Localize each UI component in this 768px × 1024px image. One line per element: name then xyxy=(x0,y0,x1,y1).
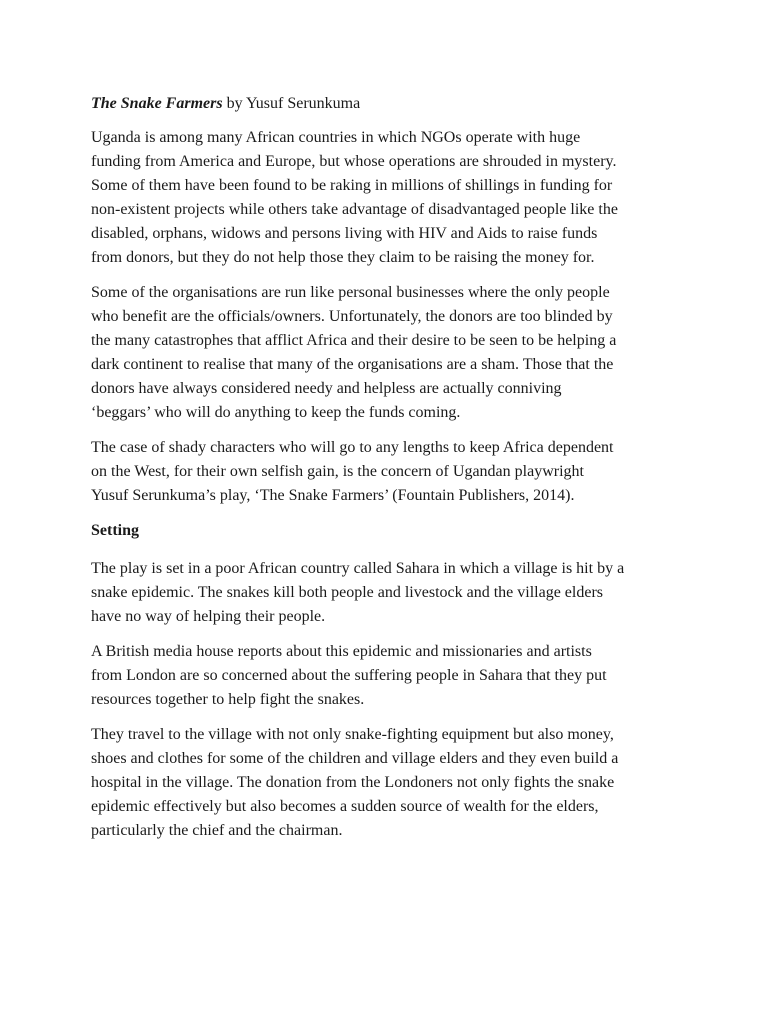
document-title xyxy=(91,92,688,116)
text-line: epidemic effectively but also becomes a sudden source of wealth for the elders, xyxy=(91,798,599,815)
text-line: hospital in the village. The donation from the Londoners not only fights the snake xyxy=(91,774,615,791)
paragraph-intro-2 xyxy=(91,281,688,425)
text-line: the many catastrophes that afflict Africa and their desire to be seen to be helping a xyxy=(91,332,617,349)
text-line: from donors, but they do not help those they claim to be raising the money for. xyxy=(91,249,595,266)
paragraph-setting-2 xyxy=(91,640,688,712)
text-line: on the West, for their own selfish gain, is the concern of Ugandan playwright xyxy=(91,463,584,480)
text-line: Some of the organisations are run like personal businesses where the only people xyxy=(91,284,610,301)
text-line: dark continent to realise that many of the organisations are a sham. Those that the xyxy=(91,356,614,373)
text-line: particularly the chief and the chairman. xyxy=(91,822,343,839)
paragraph-intro-3 xyxy=(91,436,688,508)
author-byline: by Yusuf Serunkuma xyxy=(222,95,361,112)
text-line: funding from America and Europe, but whose operations are shrouded in mystery. xyxy=(91,153,617,170)
text-line: A British media house reports about this epidemic and missionaries and artists xyxy=(91,643,592,660)
text-line: donors have always considered needy and helpless are actually conniving xyxy=(91,380,562,397)
text-line: The case of shady characters who will go to any lengths to keep Africa dependent xyxy=(91,439,614,456)
text-line: snake epidemic. The snakes kill both people and livestock and the village elders xyxy=(91,584,603,601)
text-line: resources together to help fight the snakes. xyxy=(91,691,365,708)
text-line: non-existent projects while others take advantage of disadvantaged people like the xyxy=(91,201,618,218)
text-line: Uganda is among many African countries in which NGOs operate with huge xyxy=(91,129,581,146)
text-line: The play is set in a poor African country called Sahara in which a village is hit by a xyxy=(91,560,625,577)
text-line: disabled, orphans, widows and persons living with HIV and Aids to raise funds xyxy=(91,225,598,242)
text-line: have no way of helping their people. xyxy=(91,608,326,625)
text-line: They travel to the village with not only snake-fighting equipment but also money, xyxy=(91,726,614,743)
text-line: Some of them have been found to be raking in millions of shillings in funding for xyxy=(91,177,613,194)
text-line: ‘beggars’ who will do anything to keep the funds coming. xyxy=(91,404,461,421)
text-line: from London are so concerned about the suffering people in Sahara that they put xyxy=(91,667,607,684)
paragraph-setting-1 xyxy=(91,557,688,629)
section-heading-setting: Setting xyxy=(91,522,139,539)
text-line: shoes and clothes for some of the children and village elders and they even build a xyxy=(91,750,619,767)
text-line: who benefit are the officials/owners. Unfortunately, the donors are too blinded by xyxy=(91,308,613,325)
work-title: The Snake Farmers xyxy=(91,95,223,112)
paragraph-intro-1 xyxy=(91,126,688,270)
paragraph-setting-3 xyxy=(91,723,688,843)
text-line: Yusuf Serunkuma’s play, ‘The Snake Farmers’ (Fountain Publishers, 2014). xyxy=(91,487,575,504)
